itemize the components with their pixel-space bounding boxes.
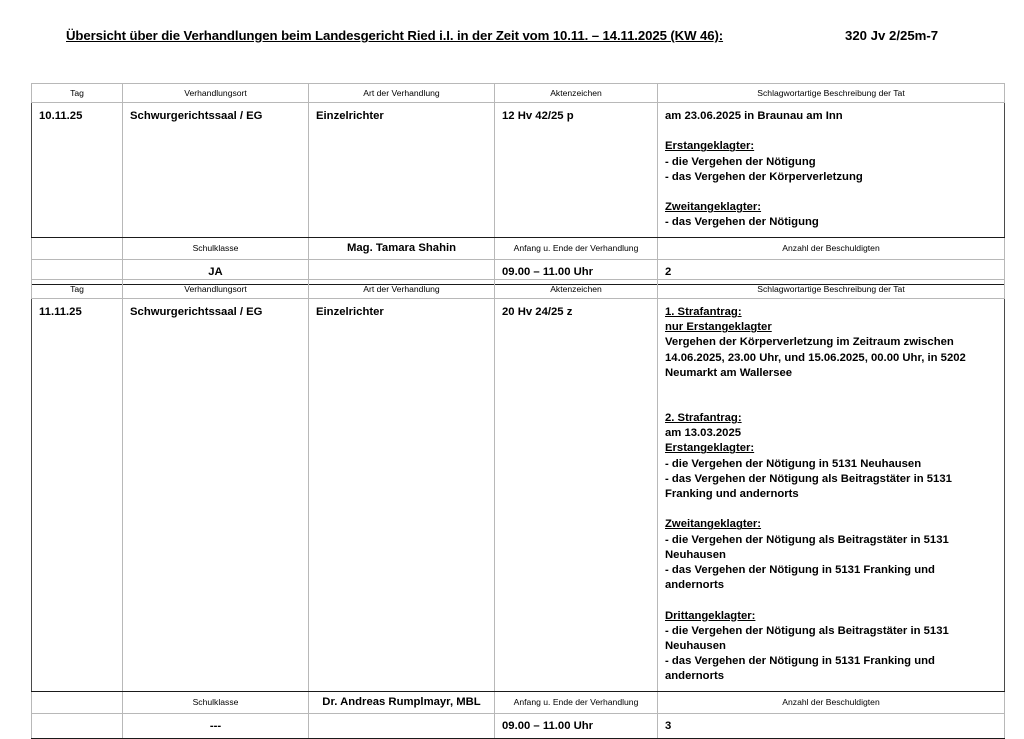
column-header-beschreibung: Schlagwortartige Beschreibung der Tat bbox=[658, 84, 1005, 103]
spacer bbox=[665, 185, 998, 200]
cell-empty bbox=[309, 713, 495, 738]
beschreibung-heading-strafantrag-1: 1. Strafantrag: bbox=[665, 306, 742, 318]
beschreibung-heading-zweitangeklagter: Zweitangeklagter: bbox=[665, 201, 762, 214]
column-header-tag: Tag bbox=[32, 84, 123, 103]
cell-ort: Schwurgerichtssaal / EG bbox=[123, 103, 309, 238]
beschreibung-heading-erstangeklagter: Erstangeklagter: bbox=[665, 140, 755, 153]
cell-anzahl-wert: 3 bbox=[658, 713, 1005, 738]
reference-number: 320 Jv 2/25m-7 bbox=[845, 28, 939, 43]
spacer bbox=[665, 381, 998, 411]
cell-art: Einzelrichter bbox=[309, 103, 495, 238]
cell-beschreibung bbox=[658, 299, 1005, 692]
beschreibung-line: Neumarkt am Wallersee bbox=[665, 366, 793, 379]
subheader-anfang-ende: Anfang u. Ende der Verhandlung bbox=[495, 237, 658, 259]
beschreibung-subheading: nur Erstangeklagter bbox=[665, 321, 772, 334]
cell-aktenzeichen: 12 Hv 42/25 p bbox=[495, 103, 658, 238]
cell-beschreibung bbox=[658, 103, 1005, 238]
beschreibung-line: 14.06.2025, 23.00 Uhr, und 15.06.2025, 00.00 Uhr, in 5202 bbox=[665, 351, 966, 364]
cell-art: Einzelrichter bbox=[309, 299, 495, 692]
hearing-table-2 bbox=[31, 279, 1005, 739]
cell-zeit: 09.00 – 11.00 Uhr bbox=[495, 259, 658, 284]
cell-empty bbox=[32, 713, 123, 738]
table-value-row bbox=[32, 713, 1005, 738]
beschreibung-heading-erstangeklagter: Erstangeklagter: bbox=[665, 442, 755, 455]
cell-richter: Dr. Andreas Rumplmayr, MBL bbox=[309, 691, 495, 713]
beschreibung-line: - das Vergehen der Nötigung in 5131 Franking und bbox=[665, 564, 935, 577]
subheader-anzahl: Anzahl der Beschuldigten bbox=[658, 237, 1005, 259]
cell-richter: Mag. Tamara Shahin bbox=[309, 237, 495, 259]
subheader-anfang-ende: Anfang u. Ende der Verhandlung bbox=[495, 691, 658, 713]
subheader-schulklasse: Schulklasse bbox=[123, 237, 309, 259]
page-title: Übersicht über die Verhandlungen beim Landesgericht Ried i.I. in der Zeit vom 10.11. – 14.11.2025 (KW 46): bbox=[66, 28, 724, 43]
table-header-row bbox=[32, 84, 1005, 103]
beschreibung-line: Vergehen der Körperverletzung im Zeitraum zwischen bbox=[665, 336, 954, 349]
hearing-table-1 bbox=[31, 83, 1005, 285]
table-subheader-row bbox=[32, 691, 1005, 713]
cell-tag: 11.11.25 bbox=[32, 299, 123, 692]
spacer bbox=[665, 124, 998, 139]
beschreibung-line: - das Vergehen der Nötigung als Beitragstäter in 5131 bbox=[665, 472, 952, 485]
beschreibung-line: Franking und andernorts bbox=[665, 488, 799, 501]
cell-schulklasse-wert: --- bbox=[123, 713, 309, 738]
beschreibung-line: andernorts bbox=[665, 670, 725, 683]
beschreibung-line: - das Vergehen der Nötigung bbox=[665, 216, 819, 229]
beschreibung-line: am 13.03.2025 bbox=[665, 427, 742, 440]
cell-schulklasse-wert: JA bbox=[123, 259, 309, 284]
cell-zeit: 09.00 – 11.00 Uhr bbox=[495, 713, 658, 738]
beschreibung-line: - die Vergehen der Nötigung als Beitragstäter in 5131 bbox=[665, 624, 949, 637]
column-header-aktenzeichen: Aktenzeichen bbox=[495, 280, 658, 299]
beschreibung-heading-drittangeklagter: Drittangeklagter: bbox=[665, 609, 756, 622]
cell-anzahl-wert: 2 bbox=[658, 259, 1005, 284]
beschreibung-line: am 23.06.2025 in Braunau am Inn bbox=[665, 110, 843, 122]
column-header-tag: Tag bbox=[32, 280, 123, 299]
subheader-schulklasse: Schulklasse bbox=[123, 691, 309, 713]
column-header-art: Art der Verhandlung bbox=[309, 280, 495, 299]
column-header-ort: Verhandlungsort bbox=[123, 84, 309, 103]
beschreibung-line: - die Vergehen der Nötigung als Beitragstäter in 5131 bbox=[665, 533, 949, 546]
beschreibung-heading-strafantrag-2: 2. Strafantrag: bbox=[665, 412, 742, 425]
column-header-beschreibung: Schlagwortartige Beschreibung der Tat bbox=[658, 280, 1005, 299]
beschreibung-line: - das Vergehen der Nötigung in 5131 Franking und bbox=[665, 655, 935, 668]
beschreibung-heading-zweitangeklagter: Zweitangeklagter: bbox=[665, 518, 762, 531]
beschreibung-line: - die Vergehen der Nötigung in 5131 Neuhausen bbox=[665, 457, 922, 470]
spacer bbox=[665, 502, 998, 517]
beschreibung-line: Neuhausen bbox=[665, 548, 726, 561]
cell-tag: 10.11.25 bbox=[32, 103, 123, 238]
cell-empty bbox=[32, 237, 123, 259]
column-header-ort: Verhandlungsort bbox=[123, 280, 309, 299]
cell-empty bbox=[32, 691, 123, 713]
subheader-anzahl: Anzahl der Beschuldigten bbox=[658, 691, 1005, 713]
beschreibung-line: Neuhausen bbox=[665, 640, 726, 653]
document-header bbox=[0, 28, 1024, 50]
column-header-art: Art der Verhandlung bbox=[309, 84, 495, 103]
table-row bbox=[32, 103, 1005, 238]
spacer bbox=[665, 593, 998, 608]
table-header-row bbox=[32, 280, 1005, 299]
beschreibung-line: - das Vergehen der Körperverletzung bbox=[665, 170, 863, 183]
table-row bbox=[32, 299, 1005, 692]
table-subheader-row bbox=[32, 237, 1005, 259]
beschreibung-line: andernorts bbox=[665, 579, 725, 592]
cell-aktenzeichen: 20 Hv 24/25 z bbox=[495, 299, 658, 692]
column-header-aktenzeichen: Aktenzeichen bbox=[495, 84, 658, 103]
beschreibung-line: - die Vergehen der Nötigung bbox=[665, 155, 816, 168]
cell-ort: Schwurgerichtssaal / EG bbox=[123, 299, 309, 692]
